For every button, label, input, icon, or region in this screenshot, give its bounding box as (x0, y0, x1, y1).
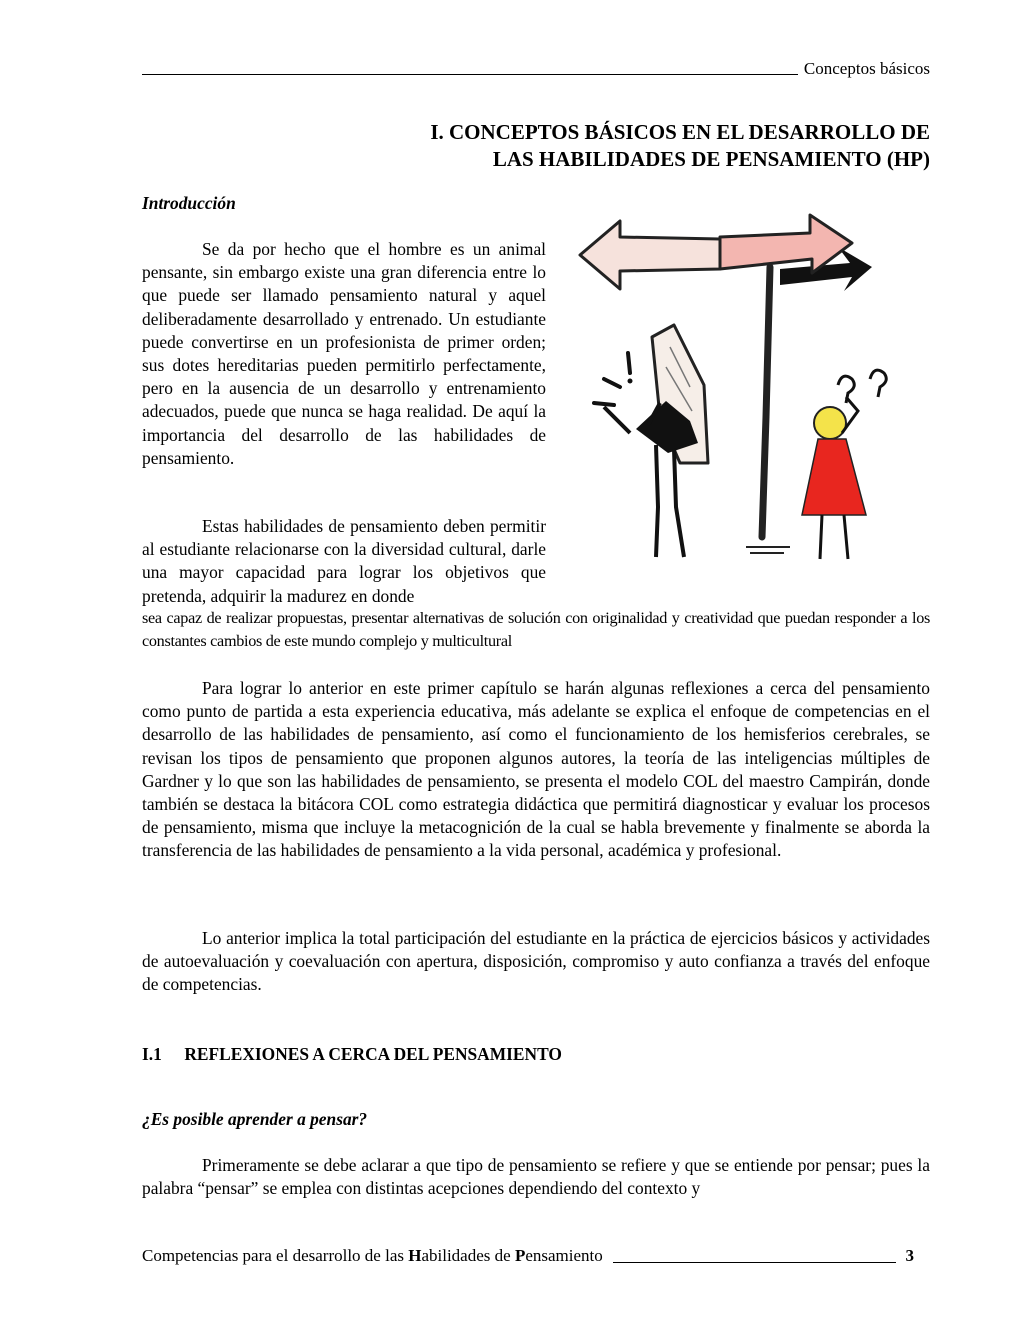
intro-paragraph-1: Se da por hecho que el hombre es un animal pensante, sin embargo existe una gran diferencia entre lo que puede ser llamado pensamiento natural y aquel deliberadamente desarrollado y entrenado. Un estudiante puede convertirse en un profesionista de primer orden; sus dotes hereditarias pueden permitirlo perfectamente, pero en la ausencia de un desarrollo y entrenamiento adecuados, puede que nunca se haga realidad. De aquí la importancia del desarrollo de las habilidades de pensamiento. (142, 239, 546, 468)
chapter-title-line-1: I. CONCEPTOS BÁSICOS EN EL DESARROLLO DE (430, 120, 930, 144)
intro-paragraph-2-end: sea capaz de realizar propuestas, presentar alternativas de solución con originalidad y creatividad que puedan responder a los constantes cambios de este mundo complejo y multicultural (142, 609, 930, 651)
section-title: REFLEXIONES A CERCA DEL PENSAMIENTO (184, 1044, 562, 1064)
running-header (142, 58, 930, 80)
footer-rule (613, 1262, 896, 1263)
signpost-illustration (570, 207, 910, 567)
intro-paragraph-3: Para lograr lo anterior en este primer capítulo se harán algunas reflexiones a cerca del pensamiento como punto de partida a esta experiencia educativa, más adelante se explica el enfoque de competencias en el desarrollo de las habilidades de pensamiento, así como el funcionamiento de los hemisferios cerebrales, se revisan los tipos de pensamiento que proponen algunos autores, la teoría de las inteligencias múltiples de Gardner y lo que son las habilidades de pensamiento, se presenta el modelo COL del maestro Campirán, donde también se destaca la bitácora COL como estrategia didáctica que permitirá diagnosticar y evaluar los procesos de pensamiento, misma que incluye la metacognición de la cual se habla brevemente y finalmente se aborda la transferencia de las habilidades de pensamiento a la vida personal, académica y profesional. (142, 678, 930, 861)
section-paragraph-1: Primeramente se debe aclarar a que tipo de pensamiento se refiere y que se entiende por pensar; pues la palabra “pensar” se emplea con distintas acepciones dependiendo del contexto y (142, 1155, 930, 1199)
document-page (142, 0, 930, 1326)
footer-text (142, 1244, 603, 1267)
footer-p-capital: P (514, 1246, 526, 1265)
page-footer (142, 1244, 930, 1267)
intro-paragraph-2-start: Estas habilidades de pensamiento deben permitir al estudiante relacionarse con la diversidad cultural, darle una mayor capacidad para lograr los objetivos que pretenda, adquirir la madurez en donde (142, 516, 546, 606)
footer-text-habilidades: abilidades de (421, 1246, 515, 1265)
section-heading (142, 1043, 562, 1066)
header-section-title: Conceptos básicos (803, 59, 930, 78)
chapter-title-line-2: LAS HABILIDADES DE PENSAMIENTO (HP) (492, 147, 930, 171)
chapter-title (290, 119, 930, 173)
footer-text-pre: Competencias para el desarrollo de las (142, 1246, 409, 1265)
footer-h-capital: H (408, 1246, 422, 1265)
question-heading: ¿Es posible aprender a pensar? (142, 1109, 368, 1129)
section-number: I.1 (142, 1044, 162, 1064)
footer-text-pensamiento: ensamiento (525, 1246, 603, 1265)
intro-paragraph-4: Lo anterior implica la total participación del estudiante en la práctica de ejercicios básicos y actividades de autoevaluación y coevaluación con apertura, disposición, compromiso y auto confianza a través del enfoque de competencias. (142, 928, 930, 995)
page-number: 3 (905, 1246, 914, 1265)
intro-heading: Introducción (142, 193, 236, 213)
header-rule (142, 74, 798, 75)
